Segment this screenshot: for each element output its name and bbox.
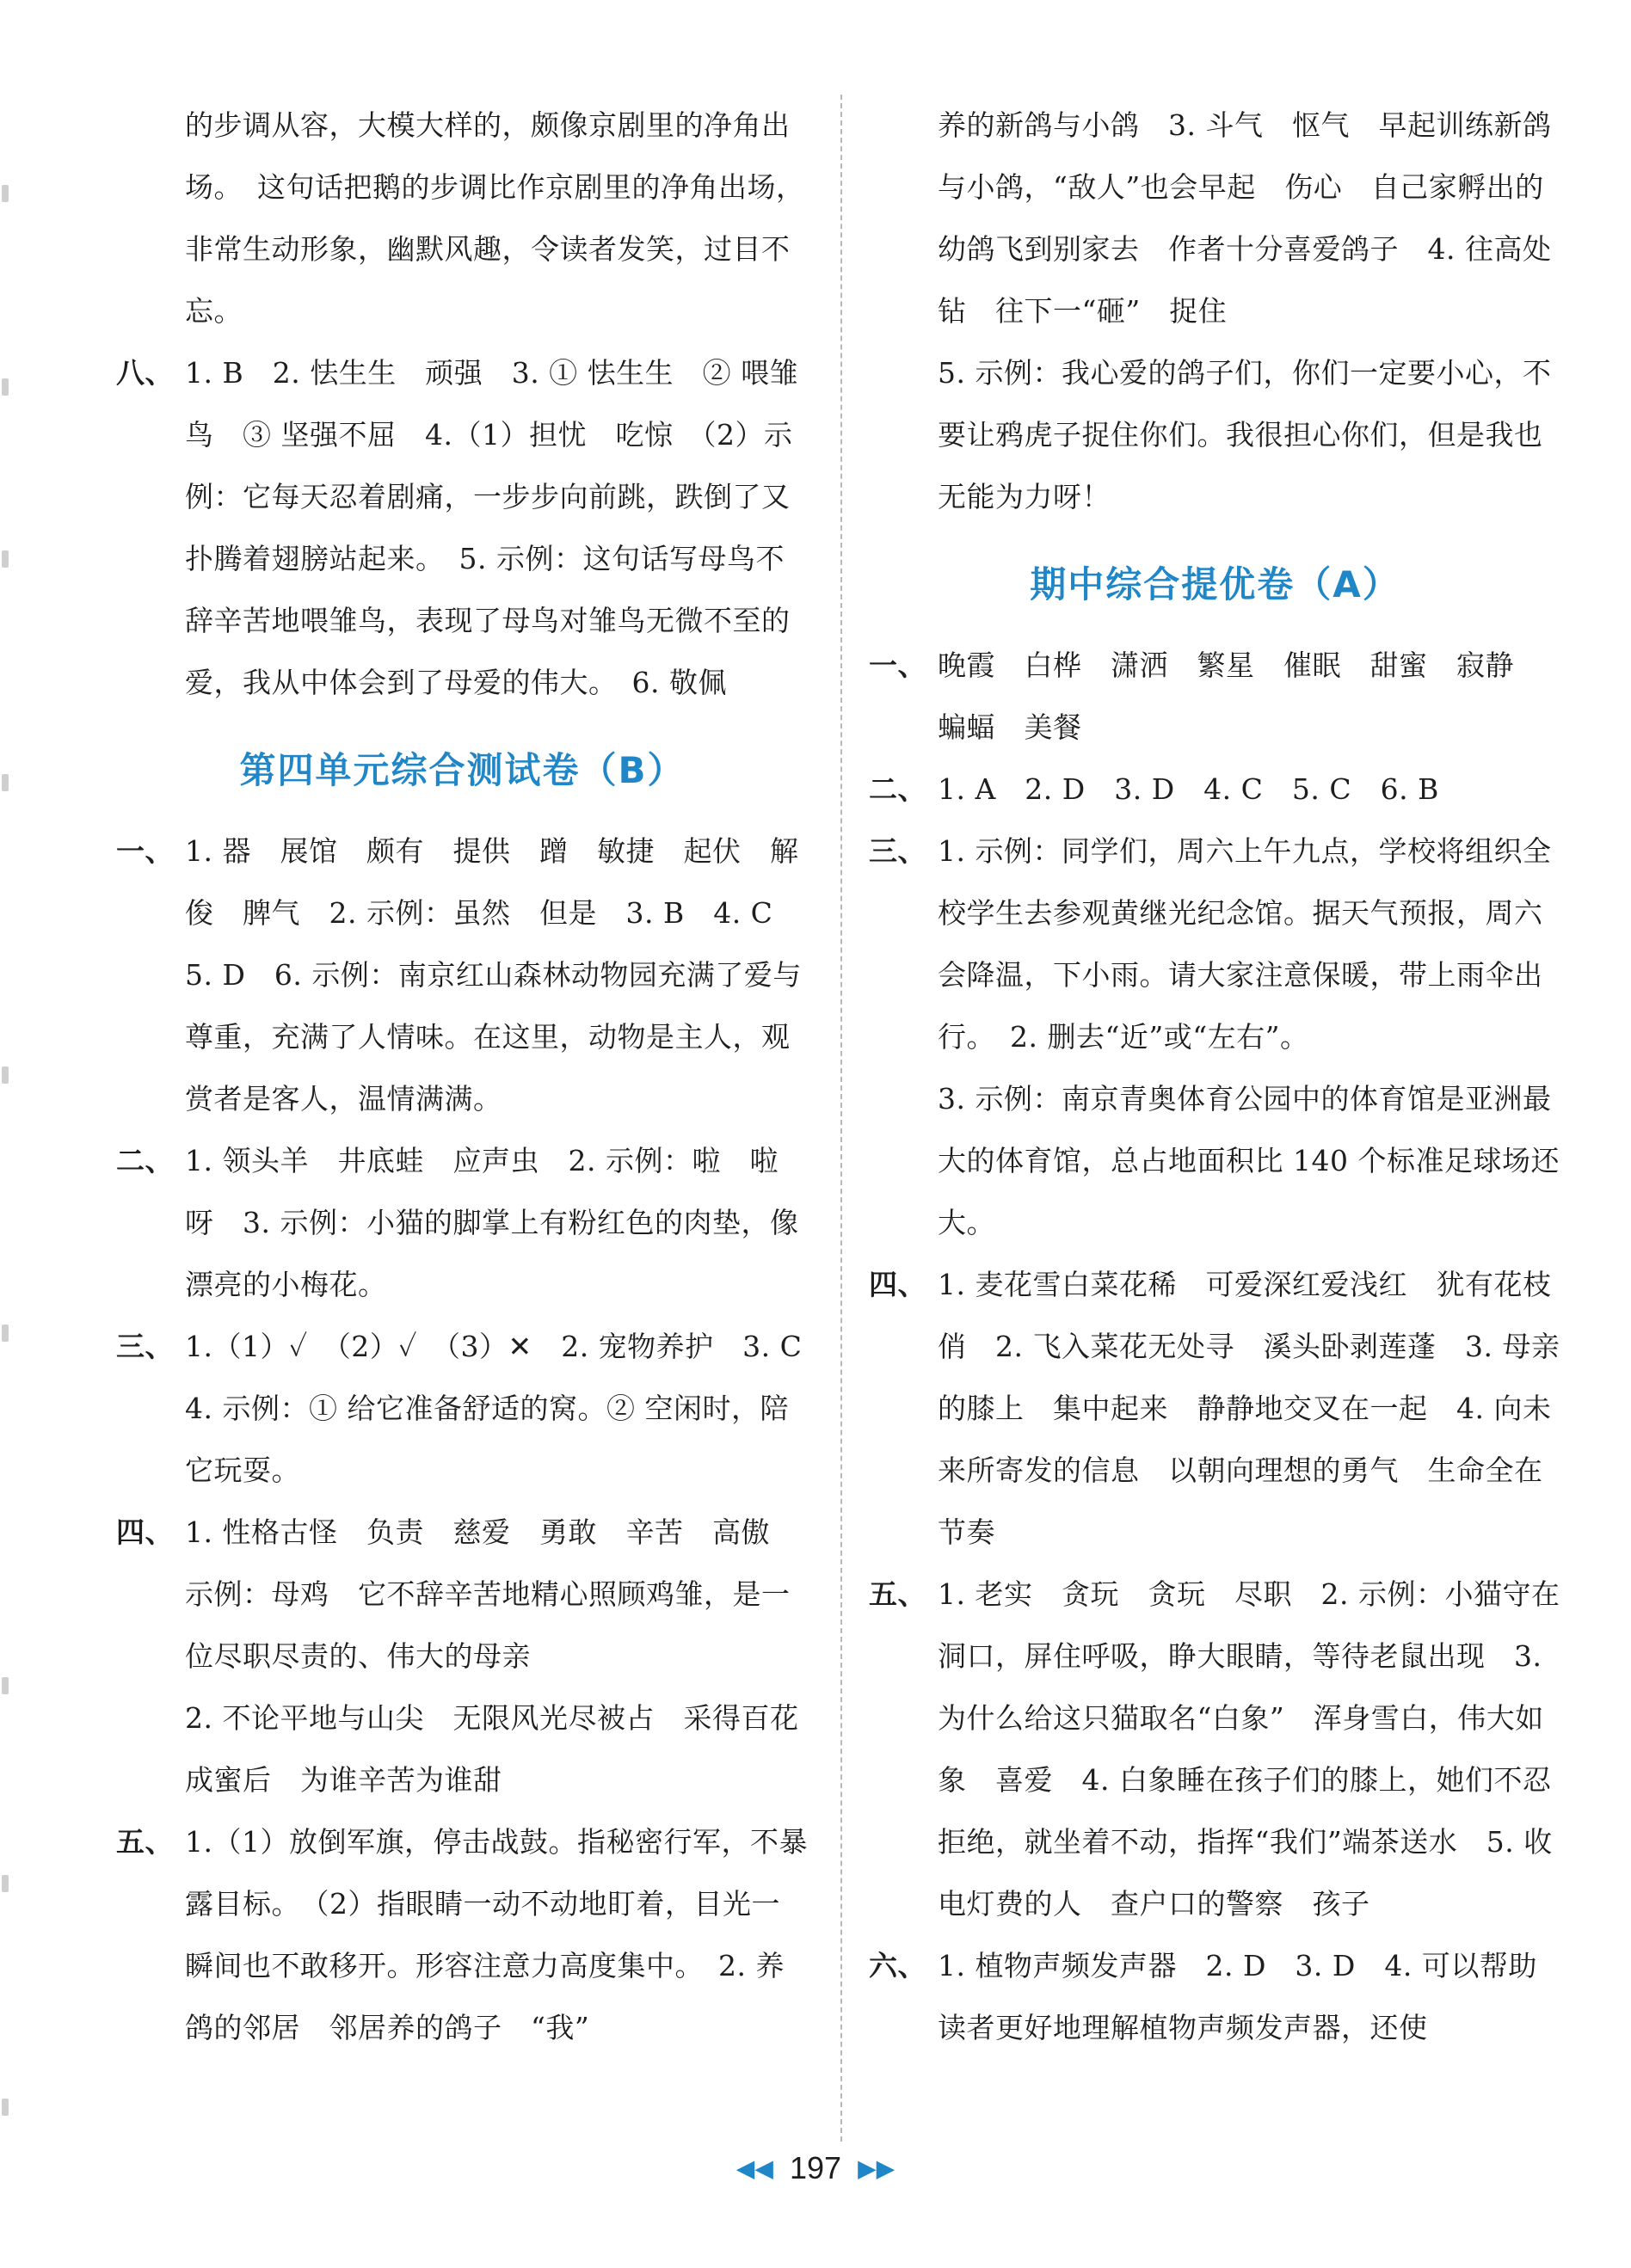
answer-block: [869, 1254, 1561, 1564]
answer-block: [869, 821, 1561, 1068]
answer-text: 1. 老实 贪玩 贪玩 尽职 2. 示例：小猫守在洞口，屏住呼吸，睁大眼睛，等待老鼠出现 3. 为什么给这只猫取名“白象” 浑身雪白，伟大如象 喜爱 4. 白象睡在孩子们的膝上，她们不忍拒绝，就坐着不动，指挥“我们”端茶送水 5. 收电灯费的人 查户口的警察 孩子: [938, 1577, 1560, 1921]
section-title: 期中综合提优卷（A）: [1030, 563, 1400, 605]
question-number: 一、: [869, 648, 926, 682]
answer-text: 1. 器 展馆 颇有 提供 蹭 敏捷 起伏 解 俊 脾气 2. 示例：虽然 但是 3. B 4. C 5. D 6. 示例：南京红山森林动物园充满了爱与尊重，充满了人情味。在这里，动物是主人，观赏者是客人，温情满满。: [185, 834, 828, 1116]
answer-block: [116, 1502, 809, 1687]
answer-block: [869, 1564, 1561, 1935]
answer-block: [116, 1130, 809, 1316]
answer-text: 1.（1）✓ （2）✓ （3）✕ 2. 宠物养护 3. C 4. 示例：① 给它准备舒适的窝。② 空闲时，陪它玩耍。: [185, 1330, 831, 1487]
right-column: [869, 95, 1561, 2059]
answer-text: 3. 示例：南京青奥体育公园中的体育馆是亚洲最大的体育馆，总占地面积比 140 个标准足球场还大。: [938, 1082, 1560, 1239]
prev-arrows-icon: ◀◀: [735, 2154, 773, 2183]
left-column: [116, 95, 831, 2059]
answer-text: 的步调从容，大模大样的，颇像京剧里的净角出场。 这句话把鹅的步调比作京剧里的净角出场，非常生动形象，幽默风趣，令读者发笑，过目不忘。: [185, 108, 805, 328]
question-number: 五、: [869, 1577, 926, 1611]
answer-text: 5. 示例：我心爱的鸽子们，你们一定要小心，不要让鸦虎子捉住你们。我很担心你们，但是我也无能为力呀！: [938, 356, 1552, 513]
answer-text: 2. 不论平地与山尖 无限风光尽被占 采得百花成蜜后 为谁辛苦为谁甜: [185, 1701, 799, 1797]
question-number: 一、: [116, 834, 174, 868]
question-number: 四、: [869, 1268, 926, 1301]
answer-sub-block: [116, 1687, 809, 1811]
answer-text: 1. 植物声频发声器 2. D 3. D 4. 可以帮助读者更好地理解植物声频发声器，还使: [938, 1949, 1537, 2044]
question-number: 三、: [869, 834, 926, 868]
answer-text: 1. 麦花雪白菜花稀 可爱深红爱浅红 犹有花枝俏 2. 飞入菜花无处寻 溪头卧剥莲蓬 3. 母亲的膝上 集中起来 静静地交叉在一起 4. 向未来所寄发的信息 以朝向理想的勇气 生命全在节奏: [938, 1268, 1560, 1549]
binding-edge-marks: [0, 0, 12, 2268]
answer-block: [116, 1316, 831, 1502]
question-number: 六、: [869, 1949, 926, 1982]
answer-text: 1. 示例：同学们，周六上午九点，学校将组织全校学生去参观黄继光纪念馆。据天气预报，周六会降温，下小雨。请大家注意保暖，带上雨伞出行。 2. 删去“近”或“左右”。: [938, 834, 1552, 1054]
answer-text: 晚霞 白桦 潇洒 繁星 催眠 甜蜜 寂静 蝙蝠 美餐: [938, 648, 1543, 744]
question-number: 四、: [116, 1515, 174, 1549]
question-number: 三、: [116, 1330, 174, 1363]
answer-block: [116, 1811, 809, 2059]
answer-text: 1.（1）放倒军旗，停击战鼓。指秘密行军，不暴露目标。 （2）指眼睛一动不动地盯着，目光一瞬间也不敢移开。形容注意力高度集中。 2. 养鸽的邻居 邻居养的鸽子 “我”: [185, 1825, 808, 2044]
column-divider: [840, 95, 842, 2142]
answer-block: [869, 1935, 1561, 2059]
answer-sub-block: [869, 1068, 1561, 1254]
question-number: 二、: [869, 772, 926, 806]
answer-continuation: [869, 95, 1561, 342]
answer-text: 1. A 2. D 3. D 4. C 5. C 6. B: [938, 772, 1439, 806]
question-number: 五、: [116, 1825, 174, 1859]
next-arrows-icon: ▶▶: [858, 2154, 896, 2183]
answer-sub-block: [869, 342, 1561, 528]
answer-text: 1. 性格古怪 负责 慈爱 勇敢 辛苦 高傲 示例：母鸡 它不辞辛苦地精心照顾鸡雏，是一位尽职尽责的、伟大的母亲: [185, 1515, 799, 1673]
answer-text: 1. 领头羊 井底蛙 应声虫 2. 示例：啦 啦 呀 3. 示例：小猫的脚掌上有粉红色的肉垫，像漂亮的小梅花。: [185, 1144, 808, 1301]
page-number: 197: [789, 2150, 842, 2185]
answer-text: 养的新鸽与小鸽 3. 斗气 怄气 早起训练新鸽与小鸽，“敌人”也会早起 伤心 自己家孵出的幼鸽飞到别家去 作者十分喜爱鸽子 4. 往高处钻 往下一“砸” 捉住: [938, 108, 1552, 328]
answer-continuation: [116, 95, 809, 342]
answer-block: [869, 635, 1561, 759]
section-title: 第四单元综合测试卷（B）: [239, 749, 686, 791]
page-footer: [0, 2150, 1631, 2186]
answer-block: [869, 759, 1561, 821]
answer-block: [116, 821, 828, 1130]
question-number: 二、: [116, 1144, 174, 1177]
question-number: 八、: [116, 356, 174, 390]
answer-block: [116, 342, 809, 714]
answer-text: 1. B 2. 怯生生 顽强 3. ① 怯生生 ② 喂雏鸟 ③ 坚强不屈 4.（1）担忧 吃惊 （2）示例：它每天忍着剧痛，一步步向前跳，跌倒了又扑腾着翅膀站起来。 5. 示例：这句话写母鸟不辞辛苦地喂雏鸟，表现了母鸟对雏鸟无微不至的爱，我从中体会到了母爱的伟大。 6. 敬佩: [185, 356, 799, 699]
